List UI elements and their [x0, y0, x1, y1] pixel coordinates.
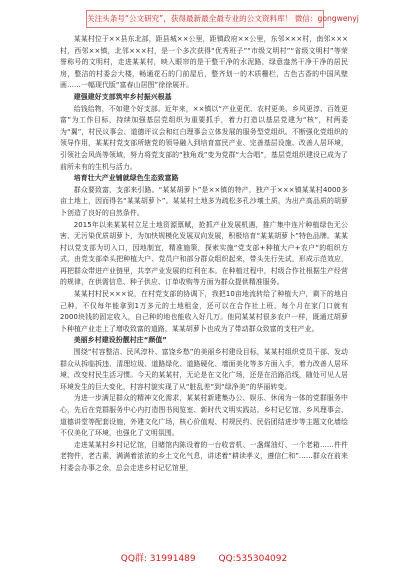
qq-group-label: QQ群: 31991489 [120, 554, 196, 564]
paragraph: 为进一步满足群众的精神文化需求，某某村新建集办公、娱乐、休闲为一体的党群服务中心，先后在党群服务中心内打造图书阅览室、新时代文明实践站、乡村记忆馆、乡风理事会、道德讲堂等配套设施，外建文化广场，核心价值观、村规民约、民俗团结进步等主题文化墙绘不仅美化了环境，也强化了文明氛围。 [60, 394, 348, 438]
paragraph: 2015年以来某某村立足土地资源禀赋，抢抓产业发展机遇，推广集中连片种植绿色无公害、无污染优质胡萝卜，为加快规模化发展双向发展，积极培育“某某胡萝卜”特色品牌。某某村以党支部为切入口，因地制宜，精准施策，探索实施“党支部+种植大户+农户”的组织方式，由党支部牵头把种植大户、党员户和部分群众组织起来，带头先行先试，形成示范效应，再把群众带进产业链里，共享产业发展的红利在本。在种植过程中，村级合作社根据生产经营的规律，在供需信息、种子供应、订单收购等方面为群众提供精准服务。 [60, 220, 348, 287]
section-heading: 培育壮大产业铺就绿色生态致富路 [73, 174, 179, 183]
section-heading: 建强建好支部筑牢乡村振兴根基 [73, 92, 172, 101]
section-heading: 美丽乡村建设扮靓村庄“颜值” [73, 336, 167, 345]
paragraph: 给钱给物，不如建个好支部。近年来，××镇以“产业更优、农村更美、乡风更淳、百姓更富”为工作目标，持续加强基层党组织为重要抓手，着力打造以基层党建为“核”，村两委为“翼”，村民议事会、道德评议会和红白理事会立体发展的服务型党组织。不断强化党组织的领导作用，某某村党支部所辖党的领导融入到培育富民产业、完善基层设施、改善人居环境，引领社会风尚等领域，努力将党支部的“独角戏”变为党群“大合唱”，基层党组织建设已成为了前所未有的生机与活力。 [60, 104, 348, 171]
paragraph: 某某村位于××县东北部，距县城××公里，距镇政府××公里，东邻×××村，南邻×××村，西邻××镇，北邻×××村，是一个多次获得“优秀班子”“市级文明村”“省级文明村”等荣誉称号的文明村，走进某某村，映入眼帘的是干整干净的水泥路，绿意盎然干净干净的居民房，整洁的村委会大楼，畅通花石的门前屋后，整齐划一的木质栅栏，古色古香的中国风壁画……一幅现代版“富春山居图”徐徐展开。 [60, 35, 348, 90]
paragraph: 走进某某村乡村记忆馆，目睹馆内陈设着的一台收音机、一盏煤油灯、一个老箱……件件老物件，老古素，满满着浓浓的乡土文化气息，讲述着“耕读孝义，遵信仁和”……群众在前来村委会办事之余，总会走进乡村记忆馆里， [60, 440, 348, 472]
footer-contact [0, 551, 408, 564]
qq-number-label: QQ:535304092 [218, 554, 288, 564]
paragraph: 某某村村民×××说，在村党支部的协调下，我把10亩地流转给了种植大户，剩下的地自己种，不仅每年能拿到1万多元的土地租金，还可以在合作社上班，每个月在家门口就有2000块钱的固定收入，自己种的地也能收入好几万。他同某某村很多农户一样，既通过胡萝卜种植产业走上了增收致富的道路，某某胡萝卜也成为了带动群众致富的支柱产业。 [60, 290, 348, 333]
paragraph: 围绕“村容整洁、民风淳朴、富饶乡愁”的美丽乡村建设目标，某某村组织党员干部、发动群众从拆临拆违、清理垃圾、道路绿化、道路硬化、墙面美化等多方面入手，着力改善人居环境，改变村民生活习惯。今天的某某村，无论是在文化广场，还是在沿路沿线，随处可见人居环境发生的巨大变化，村容村貌实现了从“脏乱差”到“绿净美”的华丽转变。 [60, 348, 348, 391]
header-banner: 关注头条号“公文研究”，获得最新最全最专业的公文资料库！ 微信：gongwenyj [86, 10, 324, 28]
paragraph: 群众要致富，支部来引路。“某某胡萝卜”是××镇的特产，独产于×××镇某某村4000多亩土地上，因而得名“某某胡萝卜”。某某村土地多为疏松多孔沙壤土质，为出产高品质的胡萝卜创造了良好的自然条件。 [60, 185, 348, 217]
article-body [60, 34, 348, 475]
